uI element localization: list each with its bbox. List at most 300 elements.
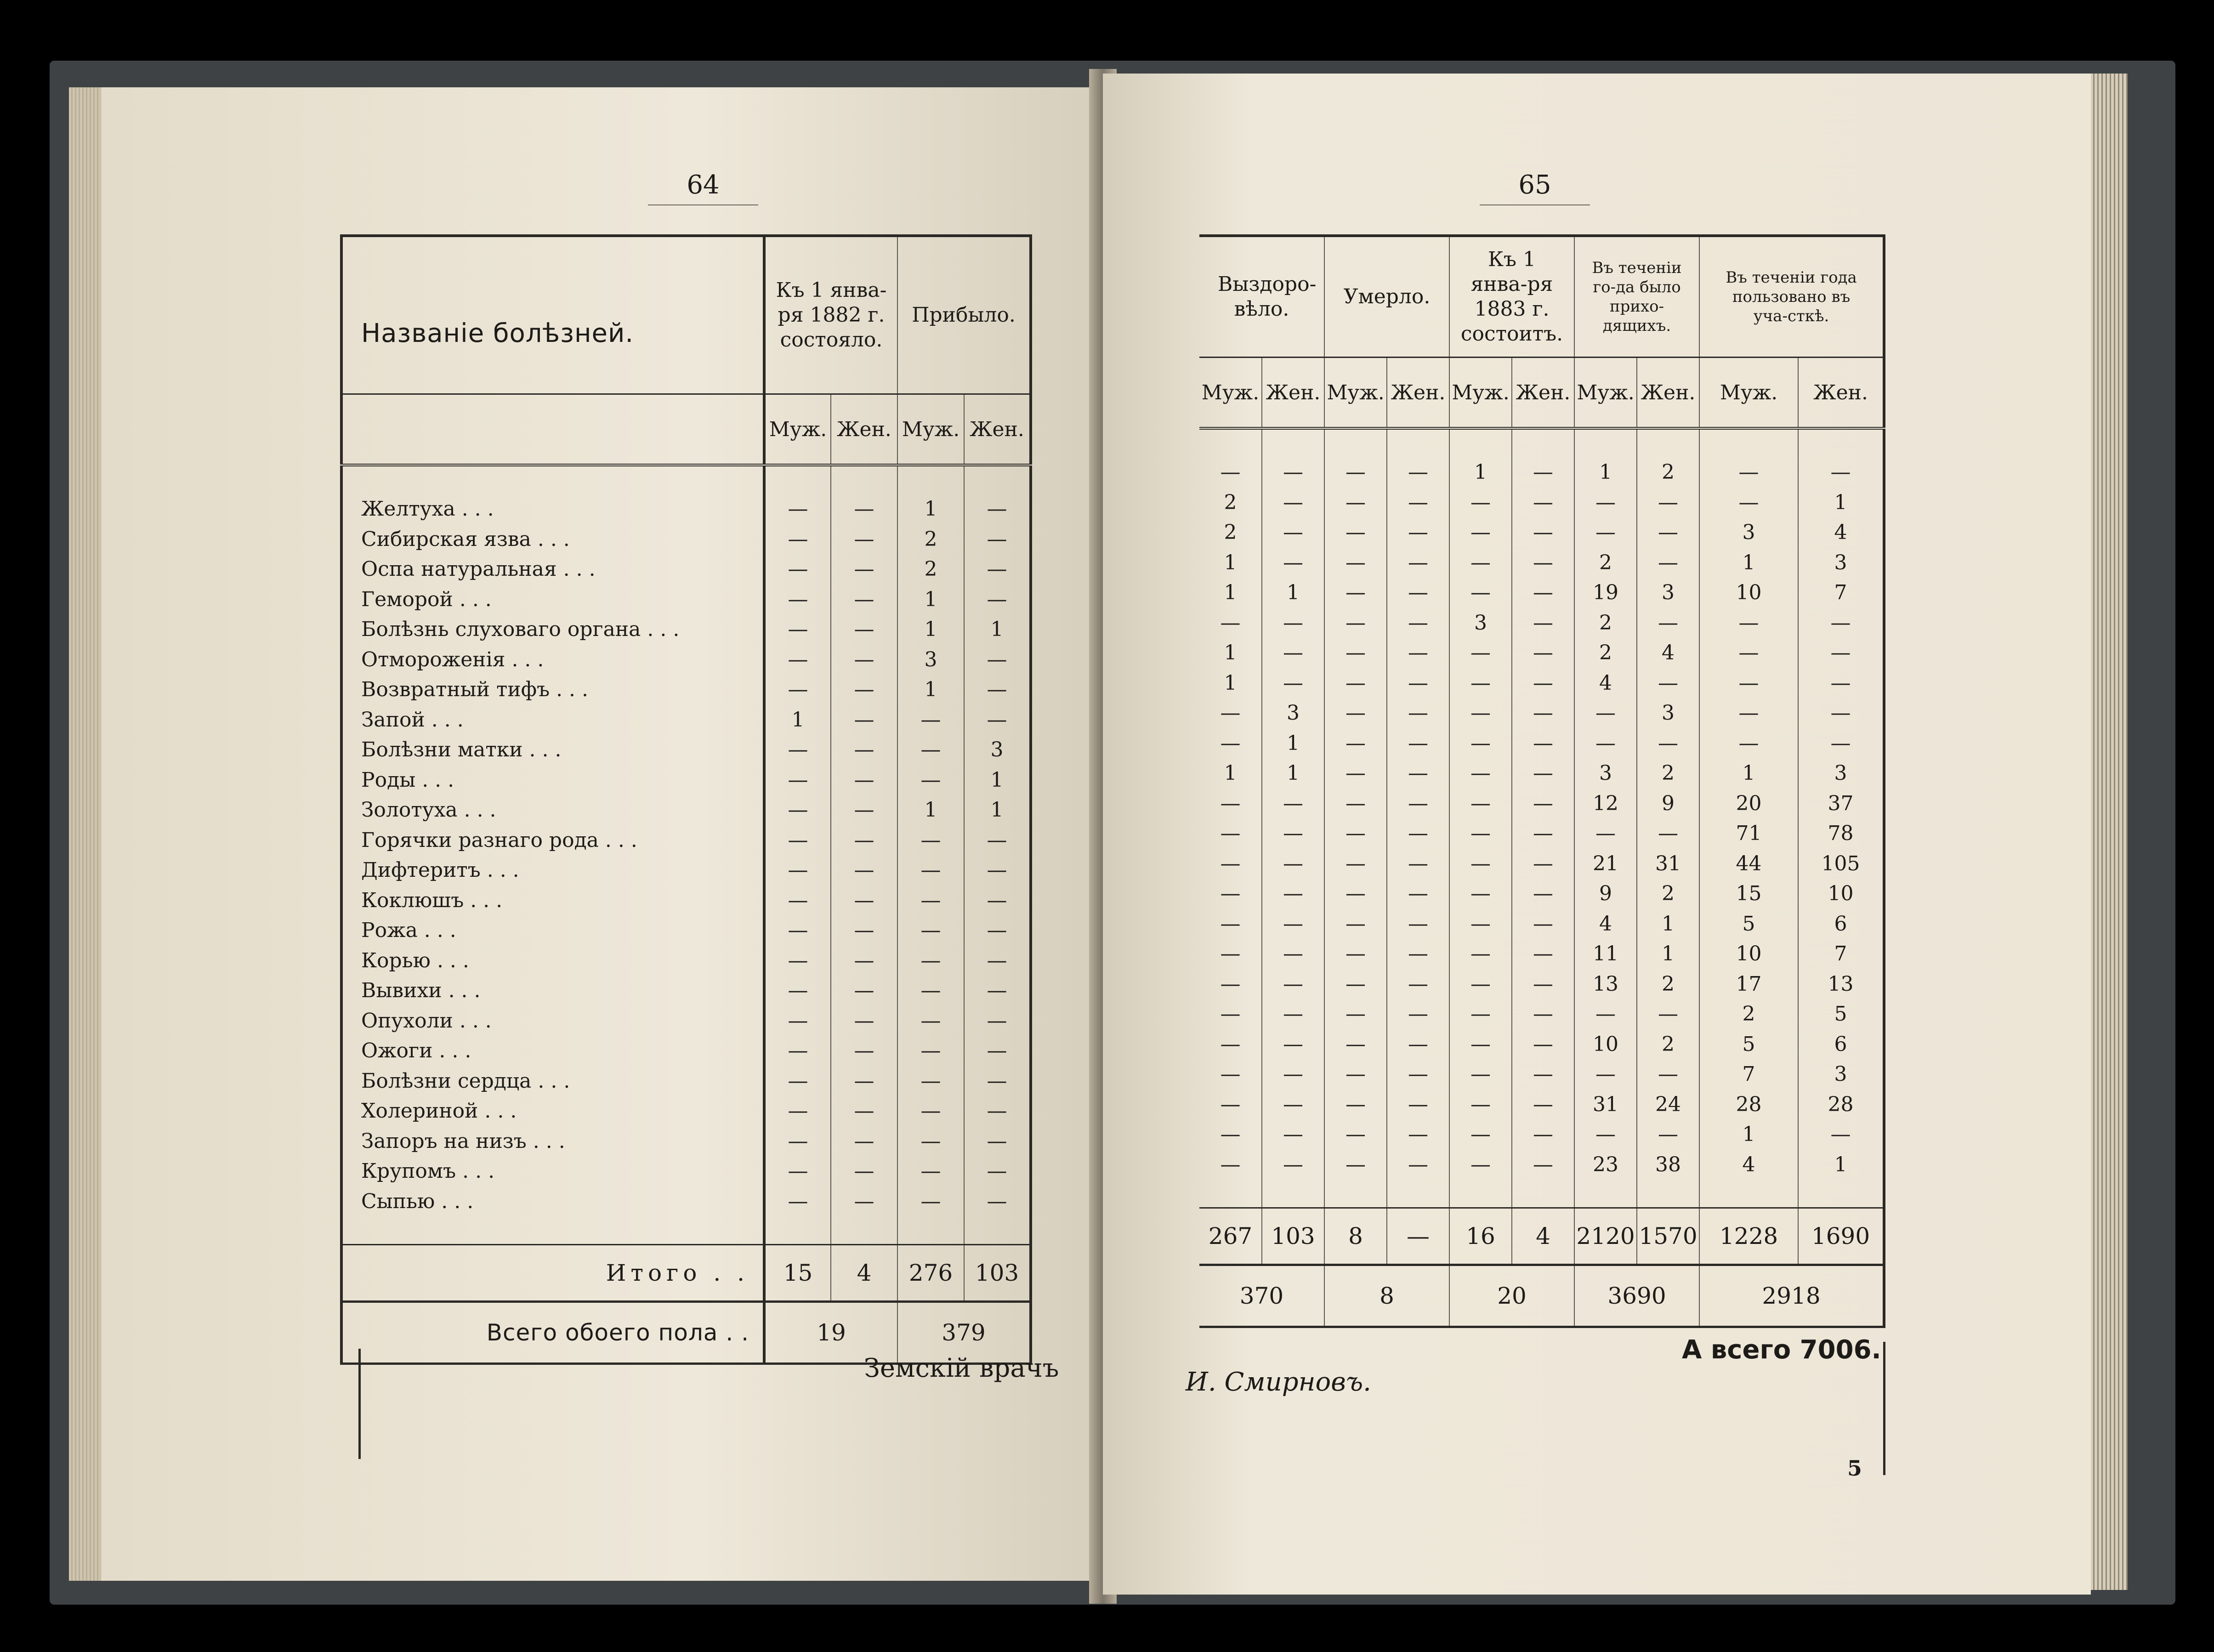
table-cell: —	[1449, 1029, 1512, 1060]
table-row	[341, 1066, 1031, 1096]
cell-female-arrived: 1	[964, 614, 1031, 645]
table-cell: —	[1262, 1029, 1324, 1060]
spacer-cell	[1699, 428, 1798, 457]
cell-male-arrived: 1	[897, 795, 964, 825]
subheader-male: Муж.	[764, 394, 831, 466]
spacer-cell	[1798, 1180, 1884, 1208]
table-cell: —	[1449, 548, 1512, 578]
table-row	[1199, 818, 1884, 849]
table-cell: —	[1637, 818, 1699, 849]
table-cell: 19	[1574, 578, 1637, 608]
table-row	[1199, 578, 1884, 608]
table-row	[1199, 969, 1884, 999]
disease-name: Сыпью . . .	[361, 1189, 474, 1213]
cell-female-1882: —	[831, 614, 897, 645]
cell-male-arrived: —	[897, 915, 964, 946]
cell-female-1882: —	[831, 765, 897, 795]
table-cell: 4	[1637, 638, 1699, 668]
cell-male-1882: —	[764, 946, 831, 976]
cell-female-1882: —	[831, 494, 897, 524]
table-cell: —	[1512, 1090, 1574, 1120]
cell-female-1882: —	[831, 886, 897, 916]
table-cell: 1	[1798, 1150, 1884, 1180]
table-cell: —	[1324, 728, 1387, 759]
table-row	[341, 915, 1031, 946]
table-cell: 15	[1699, 879, 1798, 909]
table-cell: —	[1512, 1059, 1574, 1090]
table-cell: —	[1324, 879, 1387, 909]
table-cell: —	[1387, 789, 1449, 819]
table-cell: 1	[1262, 758, 1324, 789]
cell-female-1882: —	[831, 1126, 897, 1157]
subheader-male: Муж.	[1199, 358, 1262, 429]
table-cell: —	[1262, 668, 1324, 698]
cell-male-1882: —	[764, 1066, 831, 1096]
table-row	[1199, 668, 1884, 698]
table-cell: 3	[1449, 608, 1512, 638]
table-row	[341, 494, 1031, 524]
cell-male-arrived: —	[897, 705, 964, 735]
cell-female-1882: —	[831, 675, 897, 705]
table-cell: —	[1262, 1090, 1324, 1120]
cell-male-arrived: —	[897, 1036, 964, 1066]
table-row	[1199, 1059, 1884, 1090]
spacer-cell	[1262, 428, 1324, 457]
right-table-edge-rule	[1883, 1342, 1885, 1475]
disease-name: Геморой . . .	[361, 587, 492, 611]
table-cell: —	[1262, 849, 1324, 879]
table-cell: —	[1387, 879, 1449, 909]
table-cell: 4	[1574, 909, 1637, 939]
table-cell: 1	[1224, 671, 1237, 695]
spacer-cell	[1449, 1180, 1512, 1208]
table-cell: —	[1449, 517, 1512, 548]
visiting-header: Въ теченіи го-да было прихо-дящихъ.	[1574, 236, 1699, 358]
table-cell: —	[1324, 999, 1387, 1029]
cell-male-1882: —	[764, 554, 831, 585]
table-cell: —	[1220, 1032, 1241, 1056]
table-cell: —	[1220, 942, 1241, 966]
table-cell: —	[1449, 578, 1512, 608]
table-cell: 1	[1262, 578, 1324, 608]
cell-female-arrived: —	[964, 524, 1031, 555]
table-cell: —	[1574, 1059, 1637, 1090]
table-row	[341, 1036, 1031, 1066]
cell-female-1882: —	[831, 554, 897, 585]
table-cell: 21	[1574, 849, 1637, 879]
cell-male-1882: —	[764, 915, 831, 946]
table-cell: —	[1387, 548, 1449, 578]
cell-male-arrived: —	[897, 855, 964, 886]
table-cell: —	[1220, 731, 1241, 755]
cell-male-1882: —	[764, 795, 831, 825]
table-cell: 2	[1224, 521, 1237, 545]
disease-name: Вывихи . . .	[361, 979, 481, 1003]
grand-total-all: А всего 7006.	[1682, 1335, 1881, 1365]
table-cell: —	[1512, 969, 1574, 999]
table-cell: —	[1387, 698, 1449, 728]
table-row	[341, 1006, 1031, 1036]
table-cell: 1	[1699, 758, 1798, 789]
table-cell: —	[1387, 1059, 1449, 1090]
table-cell: —	[1449, 728, 1512, 759]
table-cell: —	[1220, 972, 1241, 996]
cell-male-arrived: 2	[897, 554, 964, 585]
cell-male-1882: —	[764, 976, 831, 1006]
table-row	[341, 524, 1031, 555]
table-cell: —	[1220, 1152, 1241, 1176]
disease-name: Запоръ на низъ . . .	[361, 1129, 565, 1153]
cell-female-arrived: —	[964, 825, 1031, 856]
table-cell: 31	[1574, 1090, 1637, 1120]
cell-female-arrived: —	[964, 675, 1031, 705]
total-cell: 16	[1449, 1208, 1512, 1265]
table-cell: 2	[1637, 1029, 1699, 1060]
table-cell: —	[1262, 488, 1324, 518]
table-cell: —	[1220, 882, 1241, 906]
cell-female-1882: —	[831, 855, 897, 886]
table-cell: 5	[1699, 1029, 1798, 1060]
table-cell: 10	[1574, 1029, 1637, 1060]
table-cell: —	[1387, 457, 1449, 488]
subheader-female: Жен.	[1387, 358, 1449, 429]
table-cell: —	[1449, 909, 1512, 939]
table-cell: 3	[1798, 758, 1884, 789]
cell-male-arrived: —	[897, 1066, 964, 1096]
table-cell: 1	[1798, 488, 1884, 518]
table-row	[341, 765, 1031, 795]
table-cell: 3	[1262, 698, 1324, 728]
cell-male-1882: —	[764, 735, 831, 765]
spacer-cell	[1637, 1180, 1699, 1208]
cell-male-arrived: —	[897, 1126, 964, 1157]
treated-header: Въ теченіи года пользовано въ уча-сткѣ.	[1699, 236, 1884, 358]
cell-male-1882: —	[764, 886, 831, 916]
disease-name: Болѣзни сердца . . .	[361, 1069, 570, 1093]
disease-name: Роды . . .	[361, 768, 454, 792]
table-cell: —	[1449, 1090, 1512, 1120]
table-cell: 13	[1574, 969, 1637, 999]
table-cell: —	[1324, 548, 1387, 578]
table-cell: —	[1512, 758, 1574, 789]
disease-name: Отмороженія . . .	[361, 647, 544, 671]
table-cell: —	[1512, 1119, 1574, 1150]
disease-name: Желтуха . . .	[361, 497, 494, 521]
jan-1882-header: Къ 1 янва-ря 1882 г. состояло.	[764, 236, 897, 394]
cell-female-arrived: —	[964, 886, 1031, 916]
total-cell: 15	[764, 1245, 831, 1302]
table-cell: 1	[1699, 548, 1798, 578]
table-cell: 28	[1798, 1090, 1884, 1120]
spacer-cell	[1512, 428, 1574, 457]
left-ledger-table	[340, 234, 1032, 1365]
cell-female-1882: —	[831, 1186, 897, 1217]
table-cell: 1	[1699, 1119, 1798, 1150]
table-cell: 1	[1224, 641, 1237, 665]
arrived-header: Прибыло.	[897, 236, 1031, 394]
table-row	[341, 855, 1031, 886]
cell-female-1882: —	[831, 705, 897, 735]
total-cell: 1570	[1637, 1208, 1699, 1265]
grand-total-cell: 2918	[1699, 1265, 1884, 1327]
table-cell: —	[1262, 548, 1324, 578]
table-cell: —	[1449, 939, 1512, 969]
cell-female-1882: —	[831, 585, 897, 615]
cell-female-arrived: 1	[964, 795, 1031, 825]
cell-male-arrived: 1	[897, 675, 964, 705]
table-cell: —	[1324, 698, 1387, 728]
table-cell: —	[1699, 668, 1798, 698]
table-cell: —	[1387, 517, 1449, 548]
table-row	[1199, 849, 1884, 879]
cell-male-1882: —	[764, 765, 831, 795]
spacer-cell	[1512, 1180, 1574, 1208]
disease-name: Горячки разнаго рода . . .	[361, 828, 637, 852]
cell-male-1882: —	[764, 825, 831, 856]
table-cell: —	[1449, 488, 1512, 518]
table-cell: —	[1387, 578, 1449, 608]
grand-total-label: Всего обоего пола . .	[341, 1302, 764, 1364]
table-cell: —	[1449, 698, 1512, 728]
table-cell: 1	[1224, 761, 1237, 785]
table-cell: —	[1574, 517, 1637, 548]
table-cell: —	[1637, 728, 1699, 759]
disease-name: Золотуха . . .	[361, 798, 496, 822]
table-cell: —	[1324, 1059, 1387, 1090]
table-cell: —	[1574, 818, 1637, 849]
spacer-cell	[1574, 1180, 1637, 1208]
left-table-bottom-rule	[358, 1349, 361, 1459]
table-cell: —	[1262, 638, 1324, 668]
table-cell: —	[1324, 969, 1387, 999]
right-ledger-table	[1199, 234, 1885, 1328]
table-cell: 3	[1699, 517, 1798, 548]
total-cell: 267	[1199, 1208, 1262, 1265]
table-cell: 23	[1574, 1150, 1637, 1180]
table-row	[1199, 698, 1884, 728]
cell-female-arrived: —	[964, 554, 1031, 585]
cell-male-1882: —	[764, 1096, 831, 1126]
spacer-cell	[1637, 428, 1699, 457]
disease-name: Холериной . . .	[361, 1099, 517, 1123]
table-cell: —	[1262, 1059, 1324, 1090]
cell-female-arrived: —	[964, 1126, 1031, 1157]
cell-female-1882: —	[831, 1096, 897, 1126]
total-cell: 1690	[1798, 1208, 1884, 1265]
table-cell: —	[1637, 999, 1699, 1029]
table-cell: —	[1449, 1119, 1512, 1150]
table-cell: —	[1387, 849, 1449, 879]
grand-total-cell: 8	[1324, 1265, 1449, 1327]
table-cell: 1	[1574, 457, 1637, 488]
cell-female-arrived: —	[964, 705, 1031, 735]
table-row	[1199, 548, 1884, 578]
cell-male-arrived: —	[897, 765, 964, 795]
table-cell: —	[1699, 728, 1798, 759]
spacer-cell	[1449, 428, 1512, 457]
table-row	[341, 705, 1031, 735]
table-cell: —	[1387, 939, 1449, 969]
total-cell: 103	[964, 1245, 1031, 1302]
table-cell: —	[1387, 969, 1449, 999]
table-cell: —	[1449, 668, 1512, 698]
table-cell: 5	[1699, 909, 1798, 939]
table-cell: —	[1220, 1092, 1241, 1116]
table-cell: —	[1220, 1123, 1241, 1147]
right-page	[1103, 74, 2091, 1595]
cell-female-arrived: —	[964, 494, 1031, 524]
table-cell: —	[1512, 818, 1574, 849]
disease-name: Запой . . .	[361, 708, 464, 732]
table-cell: —	[1449, 879, 1512, 909]
jan-1883-header: Къ 1 янва-ря 1883 г. состоитъ.	[1449, 236, 1574, 358]
total-cell: —	[1387, 1208, 1449, 1265]
table-cell: —	[1574, 728, 1637, 759]
table-row	[341, 886, 1031, 916]
cell-female-arrived: —	[964, 1036, 1031, 1066]
cell-female-arrived: —	[964, 1006, 1031, 1036]
table-cell: —	[1449, 758, 1512, 789]
table-cell: —	[1324, 668, 1387, 698]
cell-female-arrived: —	[964, 855, 1031, 886]
cell-female-arrived: —	[964, 1096, 1031, 1126]
cell-male-1882: —	[764, 855, 831, 886]
cell-male-1882: —	[764, 1186, 831, 1217]
table-cell: —	[1512, 879, 1574, 909]
table-cell: —	[1387, 608, 1449, 638]
cell-female-arrived: —	[964, 946, 1031, 976]
table-cell: 28	[1699, 1090, 1798, 1120]
table-cell: 71	[1699, 818, 1798, 849]
table-cell: —	[1262, 1119, 1324, 1150]
table-row	[1199, 879, 1884, 909]
table-cell: 1	[1262, 728, 1324, 759]
table-cell: —	[1324, 909, 1387, 939]
table-cell: —	[1449, 818, 1512, 849]
disease-name: Оспа натуральная . . .	[361, 557, 596, 581]
table-cell: —	[1324, 849, 1387, 879]
table-cell: 1	[1224, 581, 1237, 605]
table-cell: —	[1798, 638, 1884, 668]
cell-male-arrived: 1	[897, 494, 964, 524]
table-cell: —	[1512, 849, 1574, 879]
table-cell: 9	[1574, 879, 1637, 909]
table-cell: —	[1220, 852, 1241, 875]
cell-female-arrived: 1	[964, 765, 1031, 795]
cell-male-arrived: 1	[897, 614, 964, 645]
table-cell: —	[1512, 638, 1574, 668]
cell-male-arrived: —	[897, 1006, 964, 1036]
disease-name: Сибирская язва . . .	[361, 527, 570, 551]
table-row	[1199, 1119, 1884, 1150]
cell-male-arrived: 3	[897, 645, 964, 675]
table-cell: —	[1798, 698, 1884, 728]
table-row	[341, 1186, 1031, 1217]
table-cell: —	[1262, 999, 1324, 1029]
table-cell: 10	[1699, 578, 1798, 608]
table-cell: —	[1220, 611, 1241, 635]
subheader-male: Муж.	[1449, 358, 1512, 429]
cell-female-1882: —	[831, 735, 897, 765]
table-cell: —	[1262, 818, 1324, 849]
table-cell: —	[1512, 698, 1574, 728]
spacer-cell	[1324, 1180, 1387, 1208]
cell-female-1882: —	[831, 915, 897, 946]
table-cell: —	[1324, 1029, 1387, 1060]
table-cell: —	[1798, 1119, 1884, 1150]
cell-male-1882: —	[764, 524, 831, 555]
cell-male-arrived: 1	[897, 585, 964, 615]
table-cell: —	[1574, 999, 1637, 1029]
page-number-left: 64	[620, 170, 786, 205]
table-row	[1199, 1090, 1884, 1120]
table-cell: —	[1449, 969, 1512, 999]
table-cell: 12	[1574, 789, 1637, 819]
table-cell: —	[1512, 1029, 1574, 1060]
table-cell: 2	[1637, 457, 1699, 488]
grand-total-cell: 379	[897, 1302, 1031, 1364]
table-cell: —	[1699, 488, 1798, 518]
table-cell: —	[1262, 457, 1324, 488]
table-cell: —	[1324, 517, 1387, 548]
disease-name: Корью . . .	[361, 948, 469, 972]
table-row	[341, 1096, 1031, 1126]
table-cell: —	[1699, 457, 1798, 488]
table-cell: —	[1324, 939, 1387, 969]
spacer-cell	[1262, 1180, 1324, 1208]
subheader-female: Жен.	[1798, 358, 1884, 429]
cell-female-1882: —	[831, 1156, 897, 1186]
table-cell: —	[1387, 909, 1449, 939]
spacer-cell	[1798, 428, 1884, 457]
grand-total-cell: 20	[1449, 1265, 1574, 1327]
table-cell: 2	[1637, 969, 1699, 999]
table-cell: —	[1449, 1150, 1512, 1180]
cell-male-1882: —	[764, 1006, 831, 1036]
cell-female-1882: —	[831, 1036, 897, 1066]
table-cell: —	[1387, 1090, 1449, 1120]
table-cell: 3	[1798, 548, 1884, 578]
subheader-male: Муж.	[1574, 358, 1637, 429]
table-cell: —	[1324, 608, 1387, 638]
page-number-right: 65	[1452, 170, 1618, 205]
table-cell: 2	[1637, 758, 1699, 789]
table-row	[1199, 457, 1884, 488]
table-cell: —	[1387, 999, 1449, 1029]
table-row	[341, 735, 1031, 765]
table-cell: —	[1262, 789, 1324, 819]
table-cell: 2	[1574, 548, 1637, 578]
table-cell: —	[1262, 969, 1324, 999]
table-row	[1199, 999, 1884, 1029]
cell-male-1882: —	[764, 1156, 831, 1186]
table-cell: 4	[1699, 1150, 1798, 1180]
table-cell: —	[1637, 608, 1699, 638]
table-row	[341, 1156, 1031, 1186]
table-cell: —	[1574, 1119, 1637, 1150]
table-row	[1199, 758, 1884, 789]
table-cell: 17	[1699, 969, 1798, 999]
disease-name: Болѣзнь слуховаго органа . . .	[361, 618, 680, 641]
table-cell: —	[1449, 789, 1512, 819]
total-cell: 103	[1262, 1208, 1324, 1265]
right-page-edges	[2086, 74, 2128, 1590]
table-row	[1199, 939, 1884, 969]
cell-female-arrived: —	[964, 1066, 1031, 1096]
table-cell: —	[1324, 488, 1387, 518]
cell-male-arrived: —	[897, 1156, 964, 1186]
table-cell: 7	[1699, 1059, 1798, 1090]
